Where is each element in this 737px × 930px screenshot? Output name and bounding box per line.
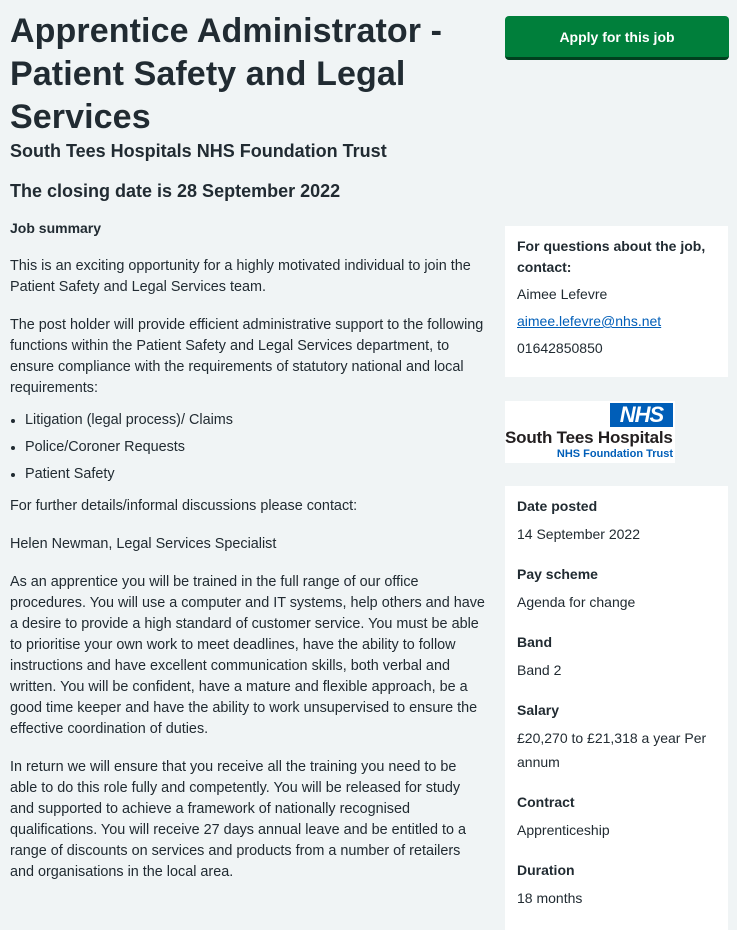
contact-heading: For questions about the job, contact: — [517, 238, 706, 275]
summary-paragraph: In return we will ensure that you receive all the training you need to be able to do this role fully and competently. You will be released for study and supported to achieve a framework of nationally recognised qualifications. You will receive 27 days annual leave and be entitled to a range of discounts on services and products from a number of retailers and organisations in the local area. — [10, 759, 467, 880]
summary-paragraph: For further details/informal discussions please contact: — [10, 498, 358, 514]
detail-label: Date posted — [517, 498, 598, 514]
detail-duration — [517, 860, 716, 910]
detail-label: Salary — [517, 702, 560, 718]
closing-date: The closing date is 28 September 2022 — [10, 181, 341, 201]
apply-button[interactable]: Apply for this job — [505, 16, 729, 60]
summary-paragraph: The post holder will provide efficient administrative support to the following functions within the Patient Safety and Legal Services department, to ensure compliance with the requirements of statutory national and local requirements: — [10, 317, 484, 396]
functions-list — [10, 410, 485, 485]
job-title: Apprentice Administrator - Patient Safety and Legal Services — [10, 12, 443, 136]
logo-org-name: South Tees Hospitals — [505, 428, 673, 447]
detail-value: 14 September 2022 — [517, 526, 640, 542]
detail-label: Duration — [517, 862, 575, 878]
contact-phone: 01642850850 — [517, 340, 603, 356]
detail-value: Band 2 — [517, 662, 562, 678]
list-item: Patient Safety — [10, 464, 485, 485]
job-description — [10, 10, 485, 883]
detail-contract — [517, 792, 716, 842]
detail-pay-scheme — [517, 564, 716, 614]
nhs-logo-icon: NHS — [610, 403, 673, 427]
logo-trust-name: NHS Foundation Trust — [556, 448, 673, 460]
detail-value: 18 months — [517, 890, 583, 906]
detail-value: £20,270 to £21,318 a year Per annum — [517, 730, 707, 770]
detail-band — [517, 632, 716, 682]
job-summary-body — [10, 256, 485, 883]
detail-value: Agenda for change — [517, 594, 636, 610]
list-item: Police/Coroner Requests — [10, 437, 485, 458]
detail-date-posted — [517, 496, 716, 546]
job-summary-heading: Job summary — [10, 220, 102, 236]
summary-paragraph: This is an exciting opportunity for a highly motivated individual to join the Patient Safety and Legal Services team. — [10, 258, 471, 295]
contact-card — [505, 226, 728, 377]
employer-logo — [505, 401, 675, 463]
detail-label: Band — [517, 634, 552, 650]
detail-label: Pay scheme — [517, 566, 598, 582]
detail-label: Contract — [517, 794, 575, 810]
employer-name: South Tees Hospitals NHS Foundation Trust — [10, 141, 387, 161]
contact-email-link[interactable]: aimee.lefevre@nhs.net — [517, 313, 662, 329]
summary-paragraph: As an apprentice you will be trained in the full range of our office procedures. You will use a computer and IT systems, help others and have a desire to provide a high standard of customer service. You must be able to prioritise your own work to meet deadlines, have the ability to follow instructions and have excellent communication skills, both verbal and written. You will be confident, have a mature and flexible approach, be a good time keeper and have the ability to work unsupervised to ensure the effective coordination of duties. — [10, 574, 485, 737]
list-item: Litigation (legal process)/ Claims — [10, 410, 485, 431]
job-details-card — [505, 486, 728, 930]
detail-salary — [517, 700, 716, 774]
detail-value: Apprenticeship — [517, 822, 610, 838]
contact-name: Aimee Lefevre — [517, 286, 608, 302]
summary-paragraph: Helen Newman, Legal Services Specialist — [10, 536, 277, 552]
